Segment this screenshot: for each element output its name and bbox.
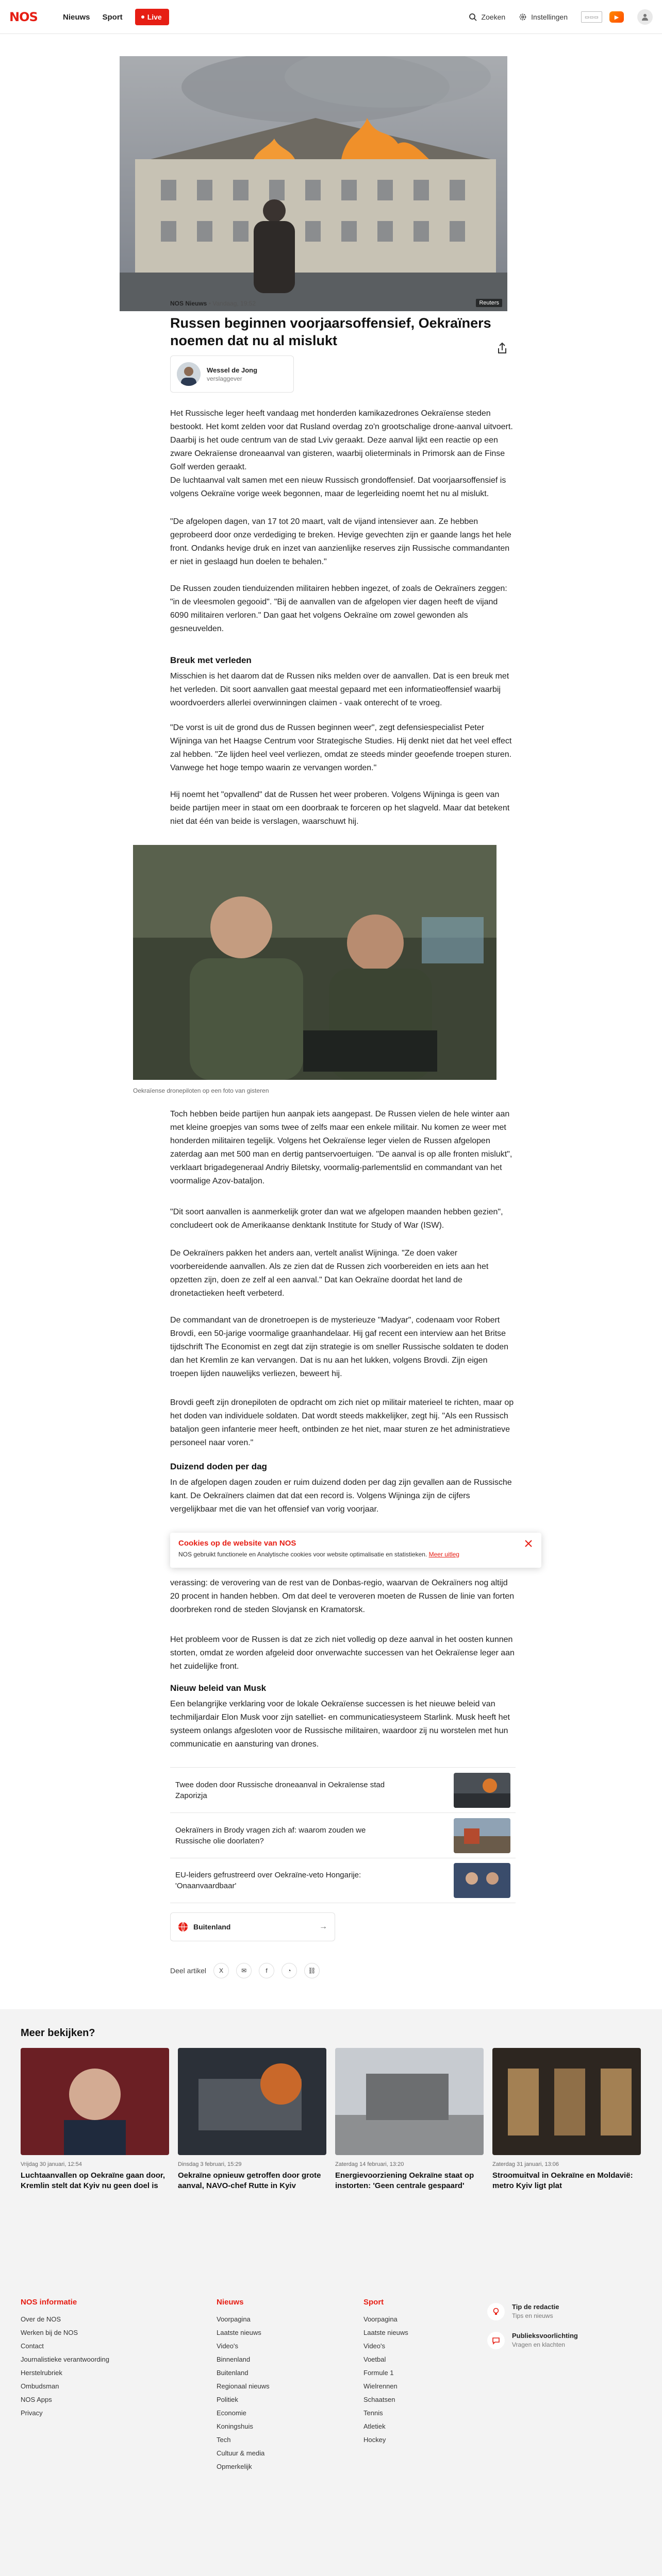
article-source: NOS Nieuws: [170, 300, 207, 307]
footer-link[interactable]: Economie: [217, 2409, 246, 2417]
share-label: Deel artikel: [170, 1967, 207, 1975]
footer-col-title: Sport: [363, 2298, 384, 2307]
footer-col-sport: [363, 2298, 408, 2447]
paragraph-16: Een belangrijke verklaring voor de lokale Oekraïense successen is het nieuwe beleid van techmiljardair Elon Musk voor zijn satelliet- en communicatiesysteem Starlink. Musk heeft het systeem onlangs afgesloten voor de Russische militairen, waardoor zij nu worstelen met hun communicatie en aansturing van drones.: [170, 1700, 510, 1749]
related-thumb-image: [454, 1863, 510, 1898]
related-thumb: [454, 1863, 510, 1898]
footer-link[interactable]: Laatste nieuws: [217, 2329, 261, 2336]
paragraph-1: Het Russische leger heeft vandaag met honderden kamikazedrones Oekraïense steden bestookt. Het komt zelden voor dat Rusland overdag zo'n grootschalige drone-aanval uitvoert. Daarbij is het oude centrum van de stad Lviv geraakt. Deze aanval lijkt een reactie op een zware Oekraïense droneaanval van gisteren, waarbij olieterminals in Primorsk aan de Finse Golf werden geraakt.: [170, 409, 513, 471]
more-card-image: [492, 2048, 641, 2155]
article-meta: NOS Nieuws • Vandaag, 19:52: [170, 300, 256, 307]
subhead-musk: Nieuw beleid van Musk: [170, 1683, 267, 1693]
footer-link[interactable]: Video's: [363, 2342, 385, 2350]
related-item[interactable]: [170, 1812, 516, 1858]
cookie-text-body: NOS gebruikt functionele en Analytische cookies voor website optimalisatie en statistieken.: [178, 1551, 427, 1558]
account-avatar[interactable]: [637, 9, 653, 25]
paragraph-8: Toch hebben beide partijen hun aanpak iets aangepast. De Russen vielen de hele winter aan met kleine groepjes van soms twee of zelfs maar een enkele militair. Nu komen ze weer met honderden militairen tegelijk. Volgens het Oekraïense leger vielen de Russen afgelopen zaterdag aan met 500 man en dertig pantservoertuigen. "De aanval is op alle fronten mislukt", verklaart brigadegeneraal Andriy Biletsky, voormalig-parlementslid en commandant van het voormalige Azov-bataljon.: [170, 1110, 512, 1185]
arrow-right-icon: →: [319, 1922, 327, 1931]
more-card[interactable]: [492, 2048, 641, 2191]
author-role: verslaggever: [207, 375, 242, 382]
related-thumb: [454, 1773, 510, 1808]
related-articles: [170, 1767, 516, 1903]
paragraph-10: De Oekraïners pakken het anders aan, vertelt analist Wijninga. "Ze doen vaker voorbereidende aanvallen. Als ze zien dat de Russen zich voorbereiden en iets aan het opzetten zijn, doen ze zelf al een aanval." Dat kan Oekraïne doordat het land de dronetactieken heeft verbeterd.: [170, 1249, 489, 1298]
footer-col-nieuws: [217, 2298, 270, 2473]
footer-link[interactable]: Contact: [21, 2342, 44, 2350]
author-name: Wessel de Jong: [207, 366, 258, 374]
settings-label: Instellingen: [531, 13, 568, 21]
more-card-photo: [335, 2048, 484, 2155]
paragraph-14: verassing: de verovering van de rest van de Donbas-regio, waarvan de Oekraïners nog altijd 20 procent in handen hebben. Om dat deel te veroveren moeten de Russen de linie van forten doorbreken rond de steden Slovjansk en Kramatorsk.: [170, 1579, 515, 1614]
footer-link[interactable]: Video's: [217, 2342, 238, 2350]
footer-link[interactable]: Voorpagina: [363, 2315, 398, 2323]
paragraph-3: "De afgelopen dagen, van 17 tot 20 maart, valt de vijand intensiever aan. Ze hebben geprobeerd door onze verdediging te breken. Hevige gevechten zijn er gaande langs het hele front. Ondanks hevige druk en inzet van aanzienlijke reserves zijn Russische commandanten er niet in geslaagd hun doelen te behalen.": [170, 517, 511, 566]
related-title: EU-leiders gefrustreerd over Oekraïne-veto Hongarije: 'Onaanvaardbaar': [175, 1871, 361, 1890]
more-title: Meer bekijken?: [21, 2027, 95, 2039]
top-bar: [0, 0, 662, 34]
more-card-date: Vrijdag 30 januari, 12:54: [21, 2161, 82, 2167]
more-card[interactable]: [335, 2048, 484, 2191]
footer-link[interactable]: Privacy: [21, 2409, 43, 2417]
footer-col-info: [21, 2298, 109, 2420]
header-actions: [469, 0, 653, 34]
footer-link[interactable]: Formule 1: [363, 2369, 394, 2377]
more-card-date: Zaterdag 14 februari, 13:20: [335, 2161, 404, 2167]
paragraph-2: De luchtaanval valt samen met een nieuw Russisch grondoffensief. Dat voorjaarsoffensief is volgens Oekraïne vorige week begonnen, maar de legerleiding noemt het nu al mislukt.: [170, 476, 506, 498]
footer-link[interactable]: Over de NOS: [21, 2315, 61, 2323]
share-x-icon[interactable]: X: [213, 1963, 229, 1978]
more-card-date: Dinsdag 3 februari, 15:29: [178, 2161, 242, 2167]
footer-link[interactable]: Ombudsman: [21, 2382, 59, 2390]
subhead-duizend: Duizend doden per dag: [170, 1462, 267, 1471]
more-card-date: Zaterdag 31 januari, 13:06: [492, 2161, 559, 2167]
footer-link[interactable]: Voorpagina: [217, 2315, 251, 2323]
footer-link[interactable]: Wielrennen: [363, 2382, 398, 2390]
subhead-breuk: Breuk met verleden: [170, 655, 252, 665]
user-icon: [641, 13, 649, 21]
footer-link[interactable]: Opmerkelijk: [217, 2463, 252, 2470]
footer-link[interactable]: Schaatsen: [363, 2396, 395, 2403]
footer-link[interactable]: Laatste nieuws: [363, 2329, 408, 2336]
footer-col-title: NOS informatie: [21, 2298, 77, 2307]
footer-link[interactable]: Herstelrubriek: [21, 2369, 62, 2377]
tip-redactie[interactable]: [487, 2303, 632, 2320]
more-card-photo: [492, 2048, 641, 2155]
hero-illustration: [120, 56, 507, 311]
tip-sub: Tips en nieuws: [512, 2312, 553, 2319]
drone-pilots-photo: [133, 845, 496, 1080]
search-button[interactable]: [469, 13, 505, 21]
paragraph-7: Hij noemt het "opvallend" dat de Russen het weer proberen. Volgens Wijninga is geen van beide partijen meer in staat om een doorbraak te forceren op het slagveld. Maar dat betekent niet dat één van beide is verslagen, waarschuwt hij.: [170, 790, 510, 826]
more-card-photo: [178, 2048, 326, 2155]
lightbulb-icon: [487, 2303, 505, 2320]
more-card-title: Oekraïne opnieuw getroffen door grote aanval, NAVO-chef Rutte in Kyiv: [178, 2171, 321, 2190]
more-card-photo: [21, 2048, 169, 2155]
more-card[interactable]: [178, 2048, 326, 2191]
footer-link[interactable]: Tech: [217, 2436, 231, 2444]
cookie-more-link[interactable]: Meer uitleg: [428, 1551, 459, 1558]
npo-logo-icon[interactable]: ▭▭▭: [581, 11, 602, 23]
footer-link[interactable]: Koningshuis: [217, 2422, 253, 2430]
footer-link[interactable]: Politiek: [217, 2396, 238, 2403]
footer-link[interactable]: Journalistieke verantwoording: [21, 2355, 109, 2363]
paragraph-4: De Russen zouden tienduizenden militairen hebben ingezet, of zoals de Oekraïners zeggen: "in de vleesmolen gegooid". "Bij de aanvallen van de afgelopen vier dagen heeft de vijand 6090 militairen verloren." Dan gaat het volgens Oekraïne om zowel gewonden als gesneuvelden.: [170, 584, 507, 633]
photo-caption: Oekraïense dronepiloten op een foto van gisteren: [133, 1087, 269, 1094]
nav-sport[interactable]: Sport: [102, 12, 123, 22]
search-label: Zoeken: [481, 13, 506, 21]
tag-label: Buitenland: [193, 1923, 231, 1931]
nav-nieuws[interactable]: Nieuws: [63, 12, 90, 22]
footer-link[interactable]: Buitenland: [217, 2369, 249, 2377]
footer-link[interactable]: NOS Apps: [21, 2396, 52, 2403]
npo-start-logo-icon[interactable]: ▶: [609, 11, 624, 23]
settings-button[interactable]: [519, 13, 568, 21]
share-mail-icon[interactable]: ✉: [236, 1963, 252, 1978]
paragraph-12: Brovdi geeft zijn dronepiloten de opdracht om zich niet op militair materieel te richten, maar op het doden van individuele soldaten. Dat wordt steeds makkelijker, zegt hij. "Als een Russisch bataljon geen infanterie meer heeft, ontbinden ze het niet, maar sturen ze het administratieve personeel naar voren.": [170, 1398, 514, 1447]
cookie-text: [178, 1551, 533, 1558]
pub-title: Publieksvoorlichting: [512, 2332, 578, 2340]
nos-logo[interactable]: [9, 10, 39, 24]
live-label: Live: [147, 13, 162, 21]
logo-text: NOS: [9, 10, 38, 24]
share-facebook-icon[interactable]: f: [259, 1963, 274, 1978]
share-row: [170, 1963, 320, 1978]
related-item[interactable]: [170, 1767, 516, 1812]
more-card-title: Energievoorziening Oekraïne staat op instorten: 'Geen centrale gespaard': [335, 2171, 474, 2190]
related-thumb-image: [454, 1818, 510, 1853]
article-timestamp: Vandaag, 19:52: [212, 300, 256, 307]
paragraph-13: In de afgelopen dagen zouden er ruim duizend doden per dag zijn gevallen aan de Russische kant. De Oekraïners claimen dat dat een record is. Volgens Wijninga zijn de cijfers vergelijkbaar met die van het offensief van vorig voorjaar.: [170, 1478, 512, 1514]
more-card-title: Luchtaanvallen op Oekraïne gaan door, Kremlin stelt dat Kyiv nu geen doel is: [21, 2171, 166, 2190]
related-title: Twee doden door Russische droneaanval in Oekraïense stad Zaporizja: [175, 1780, 385, 1800]
footer-link[interactable]: Hockey: [363, 2436, 386, 2444]
paragraph-11: De commandant van de dronetroepen is de mysterieuze "Madyar", codenaam voor Robert Brovdi, een 50-jarige voormalige graanhandelaar. Hij gaf recent een interview aan het Britse tijdschrift The Economist en zegt dat zijn strategie is om sneller Russische soldaten te doden dan het Kremlin ze kan vervangen. Dat is nu aan het lukken, volgens Brovdi. Zijn eigen troepen lijden nauwelijks verliezen, beweert hij.: [170, 1316, 509, 1378]
share-link-icon[interactable]: ⛓: [304, 1963, 320, 1978]
gear-icon: [519, 13, 527, 21]
search-icon: [469, 13, 477, 21]
author-avatar: [177, 362, 201, 386]
author-card[interactable]: [170, 355, 294, 393]
share-whatsapp-icon[interactable]: ◔: [282, 1963, 297, 1978]
more-card-image: [178, 2048, 326, 2155]
live-button[interactable]: [135, 9, 169, 25]
photo-illustration: [133, 845, 496, 1080]
globe-icon: [178, 1922, 188, 1932]
cookie-title: Cookies op de website van NOS: [178, 1539, 296, 1548]
paragraph-6: "De vorst is uit de grond dus de Russen beginnen weer", zegt defensiespecialist Peter Wijninga van het Haagse Centrum voor Strategische Studies. Hij denkt niet dat het veel effect zal hebben. "Ze lijden heel veel verliezen, omdat ze steeds minder geoefende troepen sturen. Vanwege het hoge tempo waarin ze vervangen worden.": [170, 723, 512, 772]
partner-logos: [581, 11, 624, 23]
related-thumb: [454, 1818, 510, 1853]
hero-credit: Reuters: [476, 299, 502, 307]
main-nav: [63, 0, 169, 34]
footer-link[interactable]: Voetbal: [363, 2355, 386, 2363]
related-thumb-image: [454, 1773, 510, 1808]
footer-link[interactable]: Atletiek: [363, 2422, 386, 2430]
hero-image: [120, 56, 507, 311]
chat-icon: [487, 2332, 505, 2349]
footer-link[interactable]: Binnenland: [217, 2355, 251, 2363]
live-dot-icon: [141, 15, 144, 19]
footer-link[interactable]: Cultuur & media: [217, 2449, 265, 2457]
tip-title: Tip de redactie: [512, 2303, 559, 2311]
paragraph-9: "Dit soort aanvallen is aanmerkelijk groter dan wat we afgelopen maanden hebben gezien", concludeert ook de Amerikaanse denktank Institute for Study of War (ISW).: [170, 1208, 503, 1230]
tag-buitenland[interactable]: [170, 1912, 335, 1941]
close-icon[interactable]: [524, 1539, 533, 1548]
footer-col-title: Nieuws: [217, 2298, 244, 2307]
related-item[interactable]: [170, 1858, 516, 1903]
footer-link[interactable]: Werken bij de NOS: [21, 2329, 78, 2336]
cookie-banner: [170, 1533, 541, 1568]
paragraph-15: Het probleem voor de Russen is dat ze zich niet volledig op deze aanval in het oosten kunnen storten, omdat ze worden afgeleid door onverwachte successen van het Oekraïense leger aan het zuidelijke front.: [170, 1635, 515, 1671]
more-card[interactable]: [21, 2048, 169, 2191]
pub-sub: Vragen en klachten: [512, 2341, 565, 2348]
footer-link[interactable]: Regionaal nieuws: [217, 2382, 270, 2390]
footer-contact: [487, 2303, 632, 2361]
more-card-title: Stroomuitval in Oekraïne en Moldavië: metro Kyiv ligt plat: [492, 2171, 633, 2190]
publieksvoorlichting[interactable]: [487, 2332, 632, 2349]
author-photo-icon: [177, 362, 201, 386]
more-card-image: [335, 2048, 484, 2155]
article-title: Russen beginnen voorjaarsoffensief, Oekraïners noemen dat nu al mislukt: [170, 315, 491, 348]
footer-link[interactable]: Tennis: [363, 2409, 383, 2417]
paragraph-5: Misschien is het daarom dat de Russen niks melden over de aanvallen. Dat is een breuk met het verleden. Dit soort aanvallen gaat meestal gepaard met een informatieoffensief waarbij woordvoerders allerlei overwinningen claimen - vaak onterecht of te vroeg.: [170, 672, 509, 707]
more-grid: [21, 2048, 641, 2191]
more-card-image: [21, 2048, 169, 2155]
related-title: Oekraïners in Brody vragen zich af: waarom zouden we Russische olie doorlaten?: [175, 1825, 366, 1845]
